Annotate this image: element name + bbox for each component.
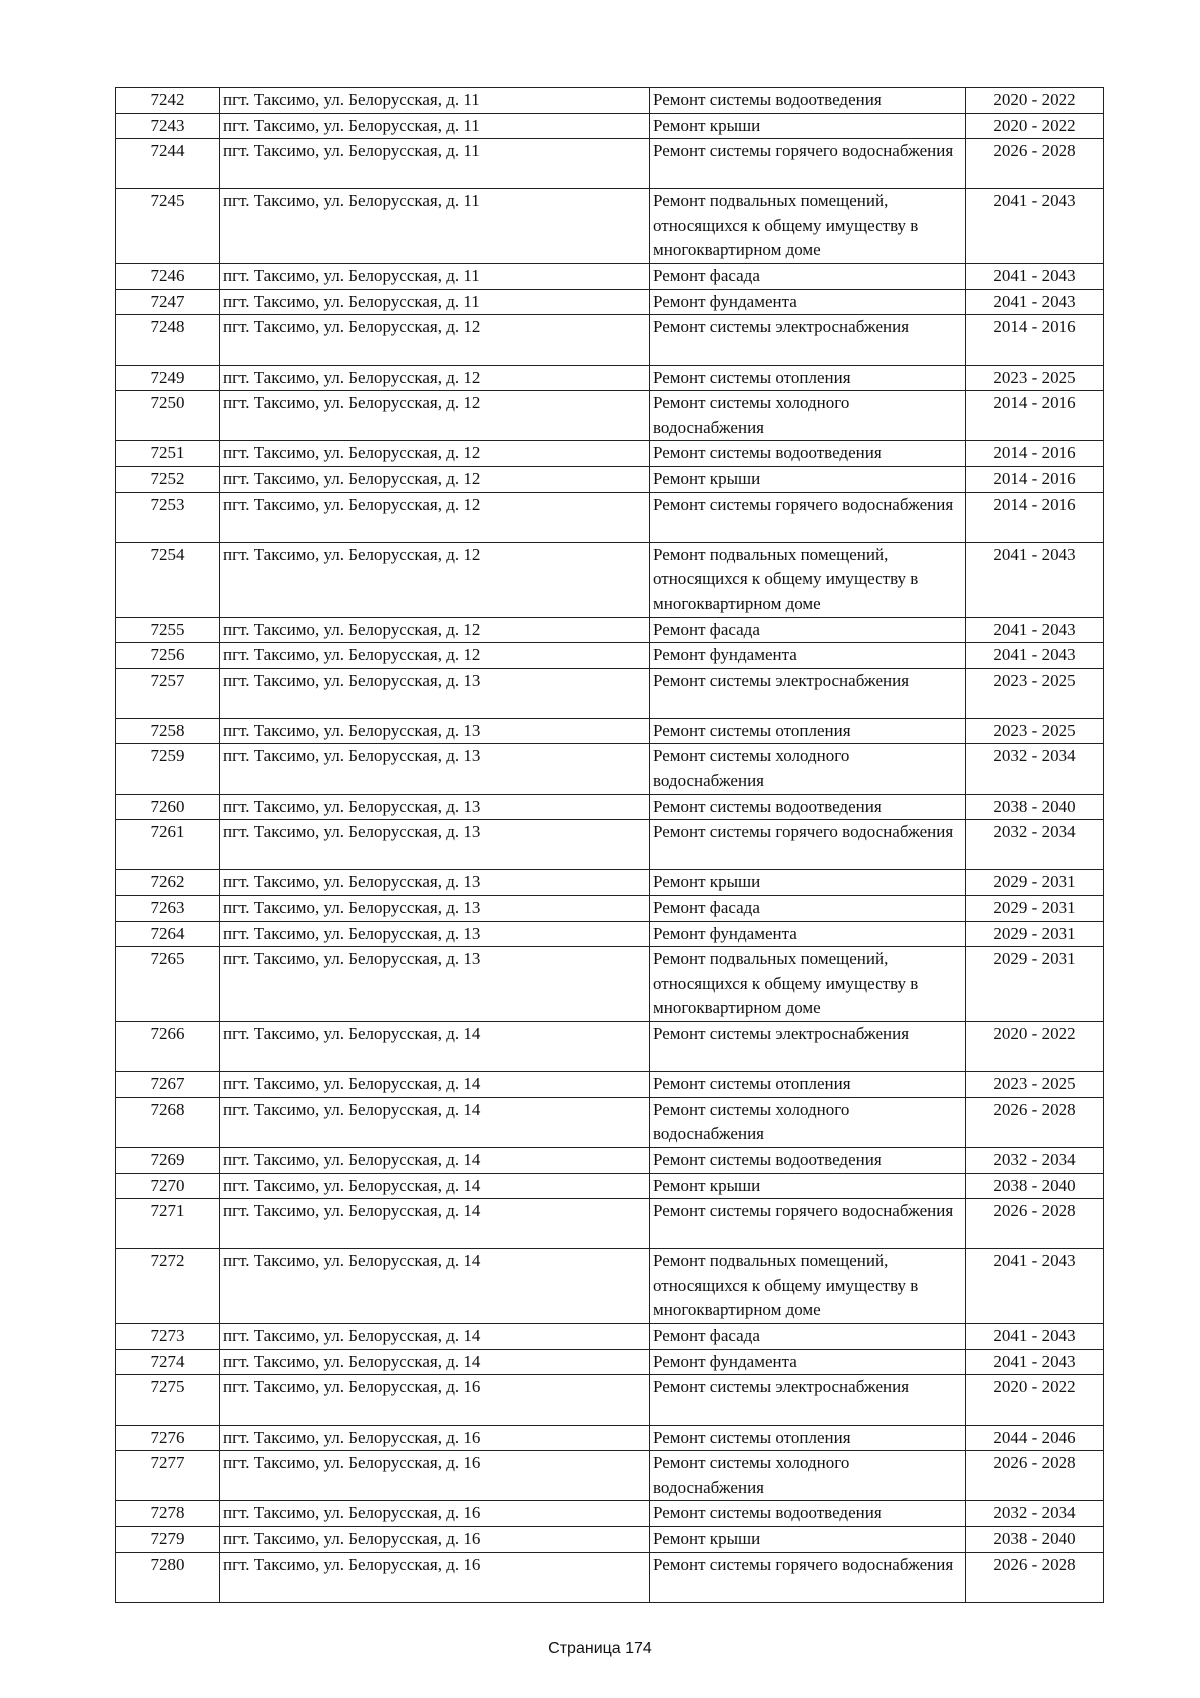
- period-cell: 2023 - 2025: [966, 718, 1104, 744]
- period-cell: 2014 - 2016: [966, 466, 1104, 492]
- address-cell: пгт. Таксимо, ул. Белорусская, д. 14: [220, 1022, 650, 1072]
- row-number-cell: 7262: [116, 870, 220, 896]
- address-cell: пгт. Таксимо, ул. Белорусская, д. 13: [220, 794, 650, 820]
- table-row: [116, 139, 1104, 189]
- address-cell: пгт. Таксимо, ул. Белорусская, д. 11: [220, 264, 650, 290]
- row-number-cell: 7278: [116, 1501, 220, 1527]
- row-number-cell: 7263: [116, 896, 220, 922]
- address-cell: пгт. Таксимо, ул. Белорусская, д. 14: [220, 1097, 650, 1147]
- table-row: [116, 1072, 1104, 1098]
- row-number-cell: 7246: [116, 264, 220, 290]
- period-cell: 2020 - 2022: [966, 1022, 1104, 1072]
- work-type-cell: Ремонт системы горячего водоснабжения: [650, 139, 966, 189]
- address-cell: пгт. Таксимо, ул. Белорусская, д. 11: [220, 289, 650, 315]
- address-cell: пгт. Таксимо, ул. Белорусская, д. 12: [220, 441, 650, 467]
- address-cell: пгт. Таксимо, ул. Белорусская, д. 12: [220, 643, 650, 669]
- table-row: [116, 744, 1104, 794]
- row-number-cell: 7247: [116, 289, 220, 315]
- repair-schedule-table: [115, 87, 1104, 1603]
- row-number-cell: 7280: [116, 1552, 220, 1602]
- address-cell: пгт. Таксимо, ул. Белорусская, д. 11: [220, 88, 650, 114]
- table-row: [116, 947, 1104, 1022]
- work-type-cell: Ремонт системы водоотведения: [650, 88, 966, 114]
- work-type-cell: Ремонт системы отопления: [650, 365, 966, 391]
- address-cell: пгт. Таксимо, ул. Белорусская, д. 12: [220, 492, 650, 542]
- period-cell: 2026 - 2028: [966, 1199, 1104, 1249]
- table-row: [116, 1501, 1104, 1527]
- table-row: [116, 718, 1104, 744]
- work-type-cell: Ремонт системы отопления: [650, 1072, 966, 1098]
- row-number-cell: 7254: [116, 542, 220, 617]
- table-row: [116, 1324, 1104, 1350]
- table-row: [116, 870, 1104, 896]
- address-cell: пгт. Таксимо, ул. Белорусская, д. 13: [220, 896, 650, 922]
- row-number-cell: 7277: [116, 1451, 220, 1501]
- period-cell: 2023 - 2025: [966, 668, 1104, 718]
- period-cell: 2032 - 2034: [966, 1501, 1104, 1527]
- address-cell: пгт. Таксимо, ул. Белорусская, д. 14: [220, 1072, 650, 1098]
- period-cell: 2038 - 2040: [966, 794, 1104, 820]
- row-number-cell: 7275: [116, 1375, 220, 1425]
- period-cell: 2023 - 2025: [966, 365, 1104, 391]
- row-number-cell: 7257: [116, 668, 220, 718]
- table-row: [116, 391, 1104, 441]
- work-type-cell: Ремонт крыши: [650, 1173, 966, 1199]
- work-type-cell: Ремонт системы горячего водоснабжения: [650, 1552, 966, 1602]
- period-cell: 2041 - 2043: [966, 617, 1104, 643]
- work-type-cell: Ремонт подвальных помещений, относящихся к общему имуществу в многоквартирном доме: [650, 947, 966, 1022]
- address-cell: пгт. Таксимо, ул. Белорусская, д. 16: [220, 1501, 650, 1527]
- row-number-cell: 7250: [116, 391, 220, 441]
- table-row: [116, 289, 1104, 315]
- table-row: [116, 1173, 1104, 1199]
- row-number-cell: 7272: [116, 1249, 220, 1324]
- period-cell: 2032 - 2034: [966, 744, 1104, 794]
- work-type-cell: Ремонт системы электроснабжения: [650, 315, 966, 365]
- table-row: [116, 315, 1104, 365]
- period-cell: 2029 - 2031: [966, 870, 1104, 896]
- row-number-cell: 7268: [116, 1097, 220, 1147]
- work-type-cell: Ремонт системы электроснабжения: [650, 668, 966, 718]
- table-row: [116, 1526, 1104, 1552]
- work-type-cell: Ремонт системы водоотведения: [650, 441, 966, 467]
- repair-schedule-sheet: [115, 87, 1103, 1603]
- period-cell: 2020 - 2022: [966, 113, 1104, 139]
- work-type-cell: Ремонт крыши: [650, 1526, 966, 1552]
- table-row: [116, 617, 1104, 643]
- period-cell: 2014 - 2016: [966, 441, 1104, 467]
- address-cell: пгт. Таксимо, ул. Белорусская, д. 16: [220, 1425, 650, 1451]
- period-cell: 2023 - 2025: [966, 1072, 1104, 1098]
- address-cell: пгт. Таксимо, ул. Белорусская, д. 16: [220, 1375, 650, 1425]
- row-number-cell: 7260: [116, 794, 220, 820]
- work-type-cell: Ремонт крыши: [650, 870, 966, 896]
- address-cell: пгт. Таксимо, ул. Белорусская, д. 16: [220, 1552, 650, 1602]
- period-cell: 2026 - 2028: [966, 1097, 1104, 1147]
- period-cell: 2044 - 2046: [966, 1425, 1104, 1451]
- period-cell: 2041 - 2043: [966, 1324, 1104, 1350]
- work-type-cell: Ремонт крыши: [650, 466, 966, 492]
- table-row: [116, 1425, 1104, 1451]
- row-number-cell: 7259: [116, 744, 220, 794]
- address-cell: пгт. Таксимо, ул. Белорусская, д. 11: [220, 113, 650, 139]
- period-cell: 2032 - 2034: [966, 1147, 1104, 1173]
- period-cell: 2020 - 2022: [966, 88, 1104, 114]
- row-number-cell: 7270: [116, 1173, 220, 1199]
- table-row: [116, 921, 1104, 947]
- table-row: [116, 264, 1104, 290]
- row-number-cell: 7271: [116, 1199, 220, 1249]
- work-type-cell: Ремонт фундамента: [650, 1349, 966, 1375]
- work-type-cell: Ремонт системы горячего водоснабжения: [650, 820, 966, 870]
- address-cell: пгт. Таксимо, ул. Белорусская, д. 14: [220, 1199, 650, 1249]
- work-type-cell: Ремонт фасада: [650, 264, 966, 290]
- period-cell: 2026 - 2028: [966, 1552, 1104, 1602]
- work-type-cell: Ремонт системы холодного водоснабжения: [650, 1451, 966, 1501]
- work-type-cell: Ремонт фасада: [650, 617, 966, 643]
- address-cell: пгт. Таксимо, ул. Белорусская, д. 12: [220, 365, 650, 391]
- work-type-cell: Ремонт системы отопления: [650, 1425, 966, 1451]
- work-type-cell: Ремонт фундамента: [650, 921, 966, 947]
- row-number-cell: 7256: [116, 643, 220, 669]
- row-number-cell: 7243: [116, 113, 220, 139]
- period-cell: 2041 - 2043: [966, 643, 1104, 669]
- period-cell: 2041 - 2043: [966, 542, 1104, 617]
- table-row: [116, 1022, 1104, 1072]
- work-type-cell: Ремонт системы холодного водоснабжения: [650, 744, 966, 794]
- table-row: [116, 1249, 1104, 1324]
- work-type-cell: Ремонт подвальных помещений, относящихся к общему имуществу в многоквартирном доме: [650, 1249, 966, 1324]
- period-cell: 2014 - 2016: [966, 391, 1104, 441]
- table-row: [116, 113, 1104, 139]
- table-row: [116, 365, 1104, 391]
- row-number-cell: 7253: [116, 492, 220, 542]
- address-cell: пгт. Таксимо, ул. Белорусская, д. 13: [220, 870, 650, 896]
- address-cell: пгт. Таксимо, ул. Белорусская, д. 12: [220, 315, 650, 365]
- table-row: [116, 1552, 1104, 1602]
- row-number-cell: 7267: [116, 1072, 220, 1098]
- address-cell: пгт. Таксимо, ул. Белорусская, д. 14: [220, 1349, 650, 1375]
- row-number-cell: 7279: [116, 1526, 220, 1552]
- period-cell: 2014 - 2016: [966, 315, 1104, 365]
- table-row: [116, 1451, 1104, 1501]
- table-row: [116, 1147, 1104, 1173]
- work-type-cell: Ремонт системы водоотведения: [650, 1501, 966, 1527]
- period-cell: 2038 - 2040: [966, 1526, 1104, 1552]
- table-row: [116, 896, 1104, 922]
- work-type-cell: Ремонт системы горячего водоснабжения: [650, 1199, 966, 1249]
- page-footer: [0, 1640, 1200, 1658]
- period-cell: 2041 - 2043: [966, 189, 1104, 264]
- work-type-cell: Ремонт системы водоотведения: [650, 1147, 966, 1173]
- period-cell: 2026 - 2028: [966, 139, 1104, 189]
- table-row: [116, 542, 1104, 617]
- period-cell: 2029 - 2031: [966, 947, 1104, 1022]
- row-number-cell: 7276: [116, 1425, 220, 1451]
- address-cell: пгт. Таксимо, ул. Белорусская, д. 12: [220, 466, 650, 492]
- address-cell: пгт. Таксимо, ул. Белорусская, д. 14: [220, 1249, 650, 1324]
- row-number-cell: 7265: [116, 947, 220, 1022]
- row-number-cell: 7255: [116, 617, 220, 643]
- row-number-cell: 7248: [116, 315, 220, 365]
- row-number-cell: 7266: [116, 1022, 220, 1072]
- table-row: [116, 466, 1104, 492]
- address-cell: пгт. Таксимо, ул. Белорусская, д. 13: [220, 744, 650, 794]
- row-number-cell: 7245: [116, 189, 220, 264]
- work-type-cell: Ремонт подвальных помещений, относящихся к общему имуществу в многоквартирном доме: [650, 189, 966, 264]
- work-type-cell: Ремонт системы водоотведения: [650, 794, 966, 820]
- address-cell: пгт. Таксимо, ул. Белорусская, д. 13: [220, 820, 650, 870]
- address-cell: пгт. Таксимо, ул. Белорусская, д. 12: [220, 542, 650, 617]
- period-cell: 2029 - 2031: [966, 921, 1104, 947]
- table-row: [116, 1097, 1104, 1147]
- row-number-cell: 7249: [116, 365, 220, 391]
- work-type-cell: Ремонт фундамента: [650, 643, 966, 669]
- work-type-cell: Ремонт системы холодного водоснабжения: [650, 391, 966, 441]
- row-number-cell: 7274: [116, 1349, 220, 1375]
- row-number-cell: 7258: [116, 718, 220, 744]
- row-number-cell: 7269: [116, 1147, 220, 1173]
- work-type-cell: Ремонт крыши: [650, 113, 966, 139]
- period-cell: 2029 - 2031: [966, 896, 1104, 922]
- work-type-cell: Ремонт фасада: [650, 1324, 966, 1350]
- work-type-cell: Ремонт фундамента: [650, 289, 966, 315]
- address-cell: пгт. Таксимо, ул. Белорусская, д. 13: [220, 947, 650, 1022]
- address-cell: пгт. Таксимо, ул. Белорусская, д. 13: [220, 921, 650, 947]
- address-cell: пгт. Таксимо, ул. Белорусская, д. 14: [220, 1173, 650, 1199]
- address-cell: пгт. Таксимо, ул. Белорусская, д. 11: [220, 139, 650, 189]
- row-number-cell: 7242: [116, 88, 220, 114]
- row-number-cell: 7273: [116, 1324, 220, 1350]
- period-cell: 2014 - 2016: [966, 492, 1104, 542]
- address-cell: пгт. Таксимо, ул. Белорусская, д. 12: [220, 391, 650, 441]
- work-type-cell: Ремонт системы электроснабжения: [650, 1375, 966, 1425]
- address-cell: пгт. Таксимо, ул. Белорусская, д. 11: [220, 189, 650, 264]
- row-number-cell: 7244: [116, 139, 220, 189]
- work-type-cell: Ремонт фасада: [650, 896, 966, 922]
- period-cell: 2020 - 2022: [966, 1375, 1104, 1425]
- table-row: [116, 189, 1104, 264]
- table-row: [116, 1375, 1104, 1425]
- period-cell: 2026 - 2028: [966, 1451, 1104, 1501]
- table-row: [116, 794, 1104, 820]
- work-type-cell: Ремонт системы холодного водоснабжения: [650, 1097, 966, 1147]
- period-cell: 2041 - 2043: [966, 1249, 1104, 1324]
- address-cell: пгт. Таксимо, ул. Белорусская, д. 13: [220, 668, 650, 718]
- table-body: [116, 88, 1104, 1603]
- row-number-cell: 7264: [116, 921, 220, 947]
- period-cell: 2038 - 2040: [966, 1173, 1104, 1199]
- table-row: [116, 1349, 1104, 1375]
- address-cell: пгт. Таксимо, ул. Белорусская, д. 16: [220, 1526, 650, 1552]
- table-row: [116, 1199, 1104, 1249]
- address-cell: пгт. Таксимо, ул. Белорусская, д. 13: [220, 718, 650, 744]
- work-type-cell: Ремонт системы отопления: [650, 718, 966, 744]
- page-number: Страница 174: [548, 1640, 652, 1657]
- table-row: [116, 441, 1104, 467]
- period-cell: 2041 - 2043: [966, 289, 1104, 315]
- work-type-cell: Ремонт подвальных помещений, относящихся к общему имуществу в многоквартирном доме: [650, 542, 966, 617]
- row-number-cell: 7252: [116, 466, 220, 492]
- row-number-cell: 7261: [116, 820, 220, 870]
- period-cell: 2041 - 2043: [966, 1349, 1104, 1375]
- address-cell: пгт. Таксимо, ул. Белорусская, д. 14: [220, 1147, 650, 1173]
- row-number-cell: 7251: [116, 441, 220, 467]
- work-type-cell: Ремонт системы электроснабжения: [650, 1022, 966, 1072]
- table-row: [116, 668, 1104, 718]
- table-row: [116, 820, 1104, 870]
- period-cell: 2032 - 2034: [966, 820, 1104, 870]
- period-cell: 2041 - 2043: [966, 264, 1104, 290]
- address-cell: пгт. Таксимо, ул. Белорусская, д. 12: [220, 617, 650, 643]
- work-type-cell: Ремонт системы горячего водоснабжения: [650, 492, 966, 542]
- table-row: [116, 492, 1104, 542]
- address-cell: пгт. Таксимо, ул. Белорусская, д. 16: [220, 1451, 650, 1501]
- table-row: [116, 88, 1104, 114]
- address-cell: пгт. Таксимо, ул. Белорусская, д. 14: [220, 1324, 650, 1350]
- table-row: [116, 643, 1104, 669]
